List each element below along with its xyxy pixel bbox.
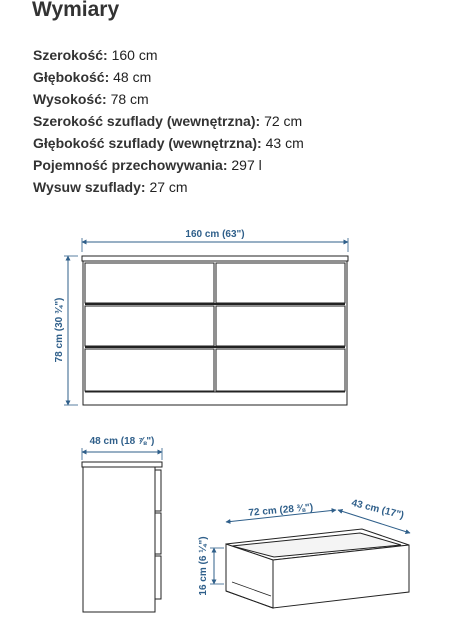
spec-label: Wysokość:: [33, 91, 107, 107]
spec-value: 78 cm: [110, 91, 149, 107]
front-width-label: 160 cm (63"): [185, 229, 245, 240]
page-title: Wymiary: [32, 0, 120, 21]
spec-value: 43 cm: [265, 135, 304, 151]
spec-value: 48 cm: [113, 69, 152, 85]
front-height-label: 78 cm (30 ¾"): [54, 297, 65, 363]
side-body: [83, 467, 155, 612]
side-depth-label: 48 cm (18 ⅞"): [89, 436, 155, 447]
drawer-depth-label: 43 cm (17"): [350, 497, 405, 522]
dresser-body: [83, 261, 347, 405]
front-height-dimension: [54, 256, 78, 405]
drawer-view: [226, 529, 409, 608]
side-drawer-edge: [155, 470, 161, 511]
drawer-height-dimension: [198, 536, 224, 595]
drawer-height-label: 16 cm (6 ¼"): [198, 536, 209, 596]
side-drawer-edge: [155, 556, 161, 599]
spec-value: 297 l: [231, 157, 262, 173]
front-view: [82, 256, 348, 405]
dresser-top: [82, 256, 348, 261]
spec-label: Głębokość:: [33, 69, 110, 85]
drawer-depth-dimension: [338, 498, 410, 533]
side-drawer-edge: [155, 513, 161, 554]
drawer-width-dimension: [226, 502, 336, 522]
side-view: [82, 462, 162, 612]
spec-label: Szerokość szuflady (wewnętrzna):: [33, 113, 261, 129]
side-depth-dimension: [82, 436, 162, 460]
front-width-dimension: [82, 226, 348, 252]
spec-value: 160 cm: [111, 47, 158, 63]
spec-label: Wysuw szuflady:: [33, 179, 146, 195]
spec-label: Pojemność przechowywania:: [33, 157, 228, 173]
drawer-width-label: 72 cm (28 ⅜"): [248, 502, 314, 519]
spec-label: Szerokość:: [33, 47, 108, 63]
spec-label: Głębokość szuflady (wewnętrzna):: [33, 135, 262, 151]
spec-value: 72 cm: [264, 113, 303, 129]
side-top: [82, 462, 162, 467]
spec-value: 27 cm: [149, 179, 188, 195]
